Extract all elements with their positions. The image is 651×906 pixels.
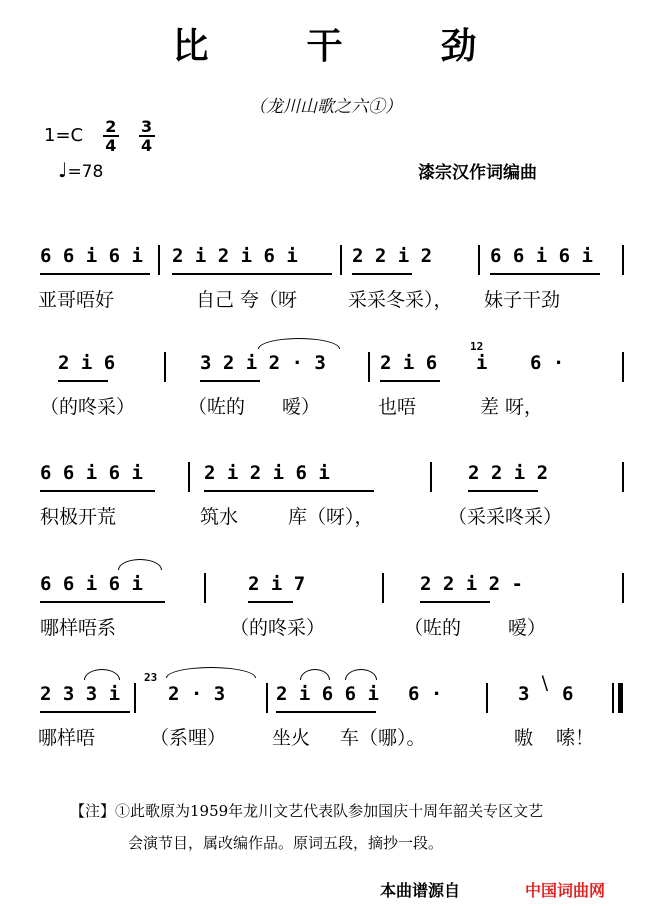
bar-line bbox=[266, 683, 268, 713]
key-signature bbox=[44, 118, 155, 154]
beam bbox=[40, 711, 130, 713]
bar-line bbox=[368, 352, 370, 382]
beam bbox=[172, 273, 332, 275]
lyric: （的咚采） bbox=[40, 396, 136, 418]
key-label: 1=C bbox=[44, 125, 84, 146]
measure-3: 2 2 i 2 - bbox=[420, 573, 523, 595]
lyrics-row bbox=[0, 723, 651, 755]
beam bbox=[58, 380, 108, 382]
song-subtitle: （龙川山歌之六①） bbox=[249, 97, 402, 117]
song-title bbox=[0, 18, 651, 69]
measure-3b: i bbox=[476, 352, 488, 374]
beam bbox=[204, 490, 374, 492]
score-line-1 bbox=[0, 245, 651, 345]
source-label: 本曲谱源自 bbox=[380, 881, 461, 900]
lyric: （的咚采） bbox=[230, 617, 326, 639]
lyric: （系哩） bbox=[150, 727, 227, 749]
measure-3b: 6 · bbox=[408, 683, 443, 705]
measure-3: 2 2 i 2 bbox=[352, 245, 433, 267]
beam bbox=[352, 273, 412, 275]
measure-1: 6 6 i 6 i bbox=[40, 245, 143, 267]
bar-line bbox=[340, 245, 342, 275]
measure-2: 2 i 7 bbox=[248, 573, 306, 595]
lyric: 库（呀）， bbox=[288, 506, 374, 528]
notes-row bbox=[0, 573, 651, 613]
beam bbox=[420, 601, 490, 603]
lyric: 哪样唔 bbox=[38, 727, 96, 749]
bar-line bbox=[622, 462, 624, 492]
title-char-1: 比 bbox=[172, 26, 211, 67]
lyric: 差 呀， bbox=[480, 396, 544, 418]
notes-row bbox=[0, 340, 651, 392]
lyric: 嗷 bbox=[514, 727, 534, 749]
beam bbox=[40, 601, 165, 603]
lyrics-row bbox=[0, 502, 651, 534]
lyric: 车（哪）。 bbox=[340, 727, 426, 749]
bar-line bbox=[622, 573, 624, 603]
measure-1: 6 6 i 6 i bbox=[40, 462, 143, 484]
bar-line bbox=[164, 352, 166, 382]
site-link[interactable]: 中国词曲网 bbox=[525, 881, 606, 900]
final-bar-thin bbox=[612, 683, 614, 713]
beam bbox=[40, 490, 155, 492]
time-signature-1 bbox=[103, 118, 119, 154]
lyric: 亚哥唔好 bbox=[38, 289, 115, 311]
lyric: 筑水 bbox=[200, 506, 239, 528]
beam bbox=[276, 711, 376, 713]
time-sig-2-top: 3 bbox=[141, 117, 153, 136]
notes-row bbox=[0, 671, 651, 723]
bar-line bbox=[430, 462, 432, 492]
beam bbox=[248, 601, 293, 603]
measure-2: 3 2 i 2 · 3 bbox=[200, 352, 326, 374]
bar-line bbox=[158, 245, 160, 275]
composer-credit: 漆宗汉作词编曲 bbox=[418, 163, 537, 183]
time-sig-1-bottom: 4 bbox=[103, 135, 119, 154]
bar-line bbox=[486, 683, 488, 713]
tempo-value: =78 bbox=[67, 162, 104, 182]
title-char-3: 劲 bbox=[440, 26, 479, 67]
lyric: 积极开荒 bbox=[40, 506, 117, 528]
beam bbox=[200, 380, 260, 382]
beam bbox=[490, 273, 600, 275]
lyric: 坐火 bbox=[272, 727, 311, 749]
bar-line bbox=[134, 683, 136, 713]
bar-line bbox=[188, 462, 190, 492]
beam bbox=[468, 490, 538, 492]
bar-line bbox=[622, 352, 624, 382]
score-line-5 bbox=[0, 671, 651, 783]
lyrics-row bbox=[0, 285, 651, 317]
score-line-4 bbox=[0, 573, 651, 673]
bar-line bbox=[204, 573, 206, 603]
lyric: 妹子干劲 bbox=[484, 289, 561, 311]
measure-3: 2 i 6 bbox=[380, 352, 438, 374]
tempo-marking bbox=[58, 158, 103, 182]
lyric: 自己 夸（呀 bbox=[196, 289, 298, 311]
notes-row bbox=[0, 245, 651, 285]
footnote-line-1: 【注】①此歌原为1959年龙川文艺代表队参加国庆十周年韶关专区文艺 bbox=[70, 802, 544, 820]
lyric: 哪样唔系 bbox=[40, 617, 117, 639]
measure-2: 2 i 2 i 6 i bbox=[172, 245, 298, 267]
lyric: （咗的 bbox=[188, 396, 246, 418]
bar-line bbox=[622, 245, 624, 275]
measure-1: 2 i 6 bbox=[58, 352, 116, 374]
beam bbox=[40, 273, 150, 275]
title-char-2: 干 bbox=[306, 26, 345, 67]
bar-line bbox=[478, 245, 480, 275]
lyric: 嗦！ bbox=[556, 727, 595, 749]
beam bbox=[380, 380, 440, 382]
time-sig-2-bottom: 4 bbox=[139, 135, 155, 154]
measure-3: 2 i 6 6 i bbox=[276, 683, 379, 705]
measure-1: 6 6 i 6 i bbox=[40, 573, 143, 595]
notes-row bbox=[0, 462, 651, 502]
measure-4: 6 6 i 6 i bbox=[490, 245, 593, 267]
measure-3c: 6 · bbox=[530, 352, 565, 374]
lyrics-row bbox=[0, 392, 651, 424]
lyric: 采采冬采）， bbox=[348, 289, 453, 311]
quarter-note-icon: ♩ bbox=[58, 158, 68, 182]
measure-4b: 6 bbox=[562, 683, 574, 705]
lyric: 也唔 bbox=[378, 396, 417, 418]
grace-note: 23 bbox=[144, 671, 158, 684]
lyrics-row bbox=[0, 613, 651, 645]
lyric: （咗的 bbox=[404, 617, 462, 639]
lyric: 嗳） bbox=[282, 396, 321, 418]
lyric: （采采咚采） bbox=[448, 506, 563, 528]
measure-1: 2 3 3 i bbox=[40, 683, 121, 705]
footnote-line-2: 会演节目，属改编作品。原词五段，摘抄一段。 bbox=[128, 834, 444, 852]
measure-3: 2 2 i 2 bbox=[468, 462, 549, 484]
time-signature-2 bbox=[139, 118, 155, 154]
measure-2: 2 · 3 bbox=[168, 683, 226, 705]
score-line-3 bbox=[0, 462, 651, 562]
measure-2: 2 i 2 i 6 i bbox=[204, 462, 330, 484]
final-bar-thick bbox=[618, 683, 623, 713]
score-line-2 bbox=[0, 340, 651, 452]
grace-note: 12 bbox=[470, 340, 484, 353]
bar-line bbox=[382, 573, 384, 603]
time-sig-1-top: 2 bbox=[105, 117, 117, 136]
lyric: 嗳） bbox=[508, 617, 547, 639]
glissando-icon: ∖ bbox=[538, 673, 551, 695]
measure-4a: 3 bbox=[518, 683, 530, 705]
